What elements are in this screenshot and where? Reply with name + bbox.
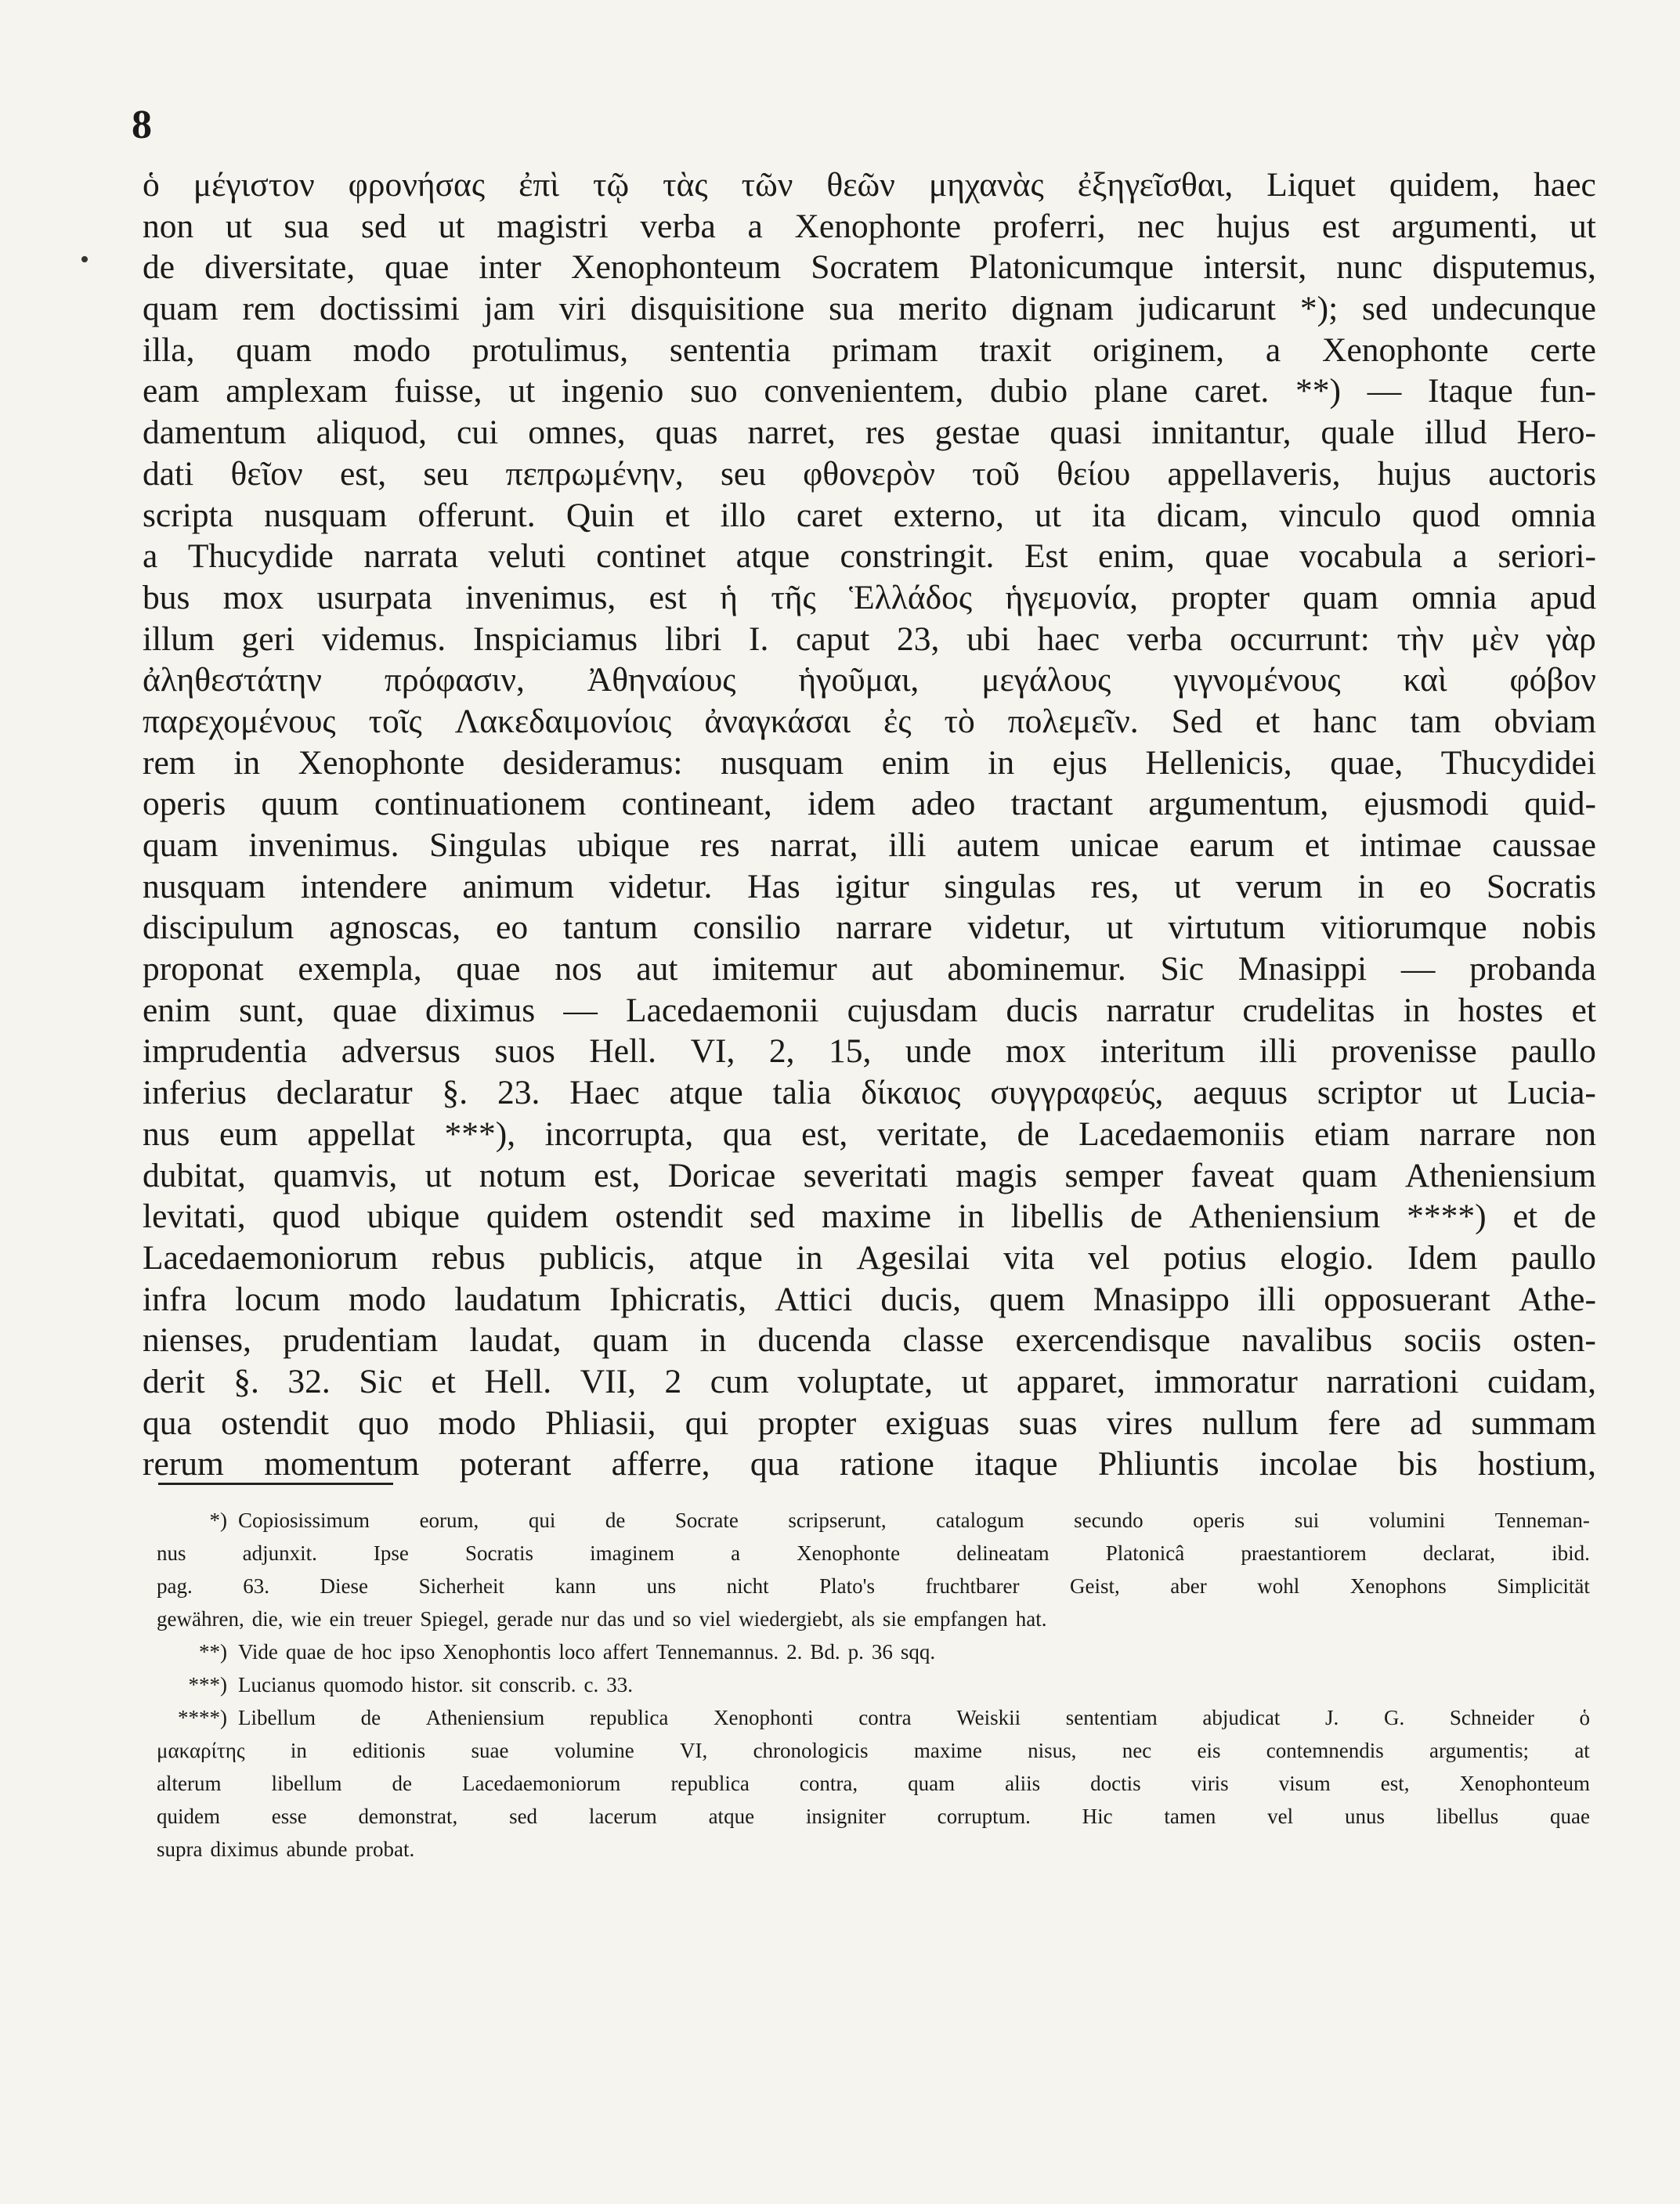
body-line: ὁ μέγιστον φρονήσας ἐπὶ τῷ τὰς τῶν θεῶν μηχανὰς ἐξηγεῖσθαι, Liquet quidem, haec — [143, 166, 1596, 204]
body-line: quam rem doctissimi jam viri disquisitione sua merito dignam judicarunt *); sed undecunque — [143, 290, 1596, 328]
body-line: inferius declaratur §. 23. Haec atque talia δίκαιος συγγραφεύς, aequus scriptor ut Lucia- — [143, 1074, 1596, 1112]
body-line: scripta nusquam offerunt. Quin et illo caret externo, ut ita dicam, vinculo quod omnia — [143, 496, 1596, 534]
body-line: operis quum continuationem contineant, idem adeo tractant argumentum, ejusmodi quid- — [143, 785, 1596, 823]
body-line: nusquam intendere animum videtur. Has igitur singulas res, ut verum in eo Socratis — [143, 867, 1596, 905]
footnote-divider — [158, 1483, 393, 1485]
footnote — [157, 1635, 1590, 1668]
body-line: Lacedaemoniorum rebus publicis, atque in Agesilai vita vel potius elogio. Idem paullo — [143, 1238, 1596, 1277]
body-line: infra locum modo laudatum Iphicratis, Attici ducis, quem Mnasippo illi opposuerant Athe- — [143, 1280, 1596, 1318]
footnote-mark: ****) — [178, 1706, 227, 1729]
body-line: levitati, quod ubique quidem ostendit sed maxime in libellis de Atheniensium ****) et de — [143, 1198, 1596, 1236]
footnote-mark: *) — [209, 1508, 227, 1532]
body-text — [143, 164, 1596, 1485]
body-line: nienses, prudentiam laudat, quam in ducenda classe exercendisque navalibus sociis osten- — [143, 1321, 1596, 1360]
footnote-line: nus adjunxit. Ipse Socratis imaginem a Xenophonte delineatam Platonicâ praestantiorem declarat, ibid. — [157, 1541, 1590, 1565]
body-line: enim sunt, quae diximus — Lacedaemonii cujusdam ducis narratur crudelitas in hostes et — [143, 991, 1596, 1029]
footnote-line: gewähren, die, wie ein treuer Spiegel, gerade nur das und so viel wiedergiebt, als sie empfangen hat. — [157, 1607, 1047, 1631]
body-line: bus mox usurpata invenimus, est ἡ τῆς Ἑλλάδος ἡγεμονία, propter quam omnia apud — [143, 578, 1596, 616]
body-line: damentum aliquod, cui omnes, quas narret, res gestae quasi innitantur, quale illud Hero- — [143, 414, 1596, 452]
footnote-line: Copiosissimum eorum, qui de Socrate scripserunt, catalogum secundo operis sui volumini Tenneman- — [238, 1508, 1590, 1532]
body-line: a Thucydide narrata veluti continet atque constringit. Est enim, quae vocabula a seriori- — [143, 537, 1596, 576]
footnote — [157, 1668, 1590, 1701]
footnote-mark: **) — [199, 1640, 227, 1664]
footnote-line: Libellum de Atheniensium republica Xenophonti contra Weiskii sententiam abjudicat J. G. Schneider ὁ — [238, 1706, 1590, 1729]
body-line: illum geri videmus. Inspiciamus libri I. caput 23, ubi haec verba occurrunt: τὴν μὲν γὰρ — [143, 620, 1596, 658]
body-line: dati θεῖον est, seu πεπρωμένην, seu φθονερὸν τοῦ θείου appellaveris, hujus auctoris — [143, 454, 1596, 493]
body-line: non ut sua sed ut magistri verba a Xenophonte proferri, nec hujus est argumenti, ut — [143, 207, 1596, 245]
footnote — [157, 1701, 1590, 1866]
body-line: παρεχομένους τοῖς Λακεδαιμονίοις ἀναγκάσαι ἐς τὸ πολεμεῖν. Sed et hanc tam obviam — [143, 702, 1596, 740]
footnote-line: Vide quae de hoc ipso Xenophontis loco affert Tennemannus. 2. Bd. p. 36 sqq. — [238, 1640, 936, 1664]
body-line: derit §. 32. Sic et Hell. VII, 2 cum voluptate, ut apparet, immoratur narrationi cuidam, — [143, 1362, 1596, 1400]
footnotes — [157, 1504, 1590, 1866]
footnote-line: supra diximus abunde probat. — [157, 1837, 415, 1861]
body-line: rem in Xenophonte desideramus: nusquam enim in ejus Hellenicis, quae, Thucydidei — [143, 743, 1596, 782]
footnote-line: quidem esse demonstrat, sed lacerum atque insigniter corruptum. Hic tamen vel unus libellus quae — [157, 1805, 1590, 1828]
body-line: imprudentia adversus suos Hell. VI, 2, 15, unde mox interitum illi provenisse paullo — [143, 1032, 1596, 1071]
body-line: eam amplexam fuisse, ut ingenio suo convenientem, dubio plane caret. **) — Itaque fun- — [143, 372, 1596, 410]
footnote-line: μακαρίτης in editionis suae volumine VI, chronologicis maxime nisus, nec eis contemnendis argumentis; at — [157, 1739, 1590, 1762]
footnote-line: Lucianus quomodo histor. sit conscrib. c. 33. — [238, 1673, 633, 1696]
footnote — [157, 1504, 1590, 1635]
page-number: 8 — [132, 103, 152, 147]
body-line: ἀληθεστάτην πρόφασιν, Ἀθηναίους ἡγοῦμαι, μεγάλους γιγνομένους καὶ φόβον — [143, 661, 1596, 699]
footnote-line: pag. 63. Diese Sicherheit kann uns nicht Plato's fruchtbarer Geist, aber wohl Xenophons Simplicität — [157, 1574, 1590, 1598]
body-line: dubitat, quamvis, ut notum est, Doricae severitati magis semper faveat quam Atheniensium — [143, 1156, 1596, 1194]
body-line: illa, quam modo protulimus, sententia primam traxit originem, a Xenophonte certe — [143, 331, 1596, 369]
body-line: qua ostendit quo modo Phliasii, qui propter exiguas suas vires nullum fere ad summam — [143, 1404, 1596, 1442]
body-line: nus eum appellat ***), incorrupta, qua est, veritate, de Lacedaemoniis etiam narrare non — [143, 1115, 1596, 1153]
body-line: quam invenimus. Singulas ubique res narrat, illi autem unicae earum et intimae caussae — [143, 826, 1596, 864]
body-line: rerum momentum poterant afferre, qua ratione itaque Phliuntis incolae bis hostium, — [143, 1445, 1596, 1483]
body-line: de diversitate, quae inter Xenophonteum Socratem Platonicumque intersit, nunc disputemus, — [143, 248, 1596, 287]
footnote-line: alterum libellum de Lacedaemoniorum republica contra, quam aliis doctis viris visum est, Xenophonteum — [157, 1772, 1590, 1795]
footnote-mark: ***) — [188, 1673, 227, 1696]
margin-dot — [81, 256, 88, 262]
body-line: proponat exempla, quae nos aut imitemur aut abominemur. Sic Mnasippi — probanda — [143, 950, 1596, 988]
body-line: discipulum agnoscas, eo tantum consilio narrare videtur, ut virtutum vitiorumque nobis — [143, 909, 1596, 947]
